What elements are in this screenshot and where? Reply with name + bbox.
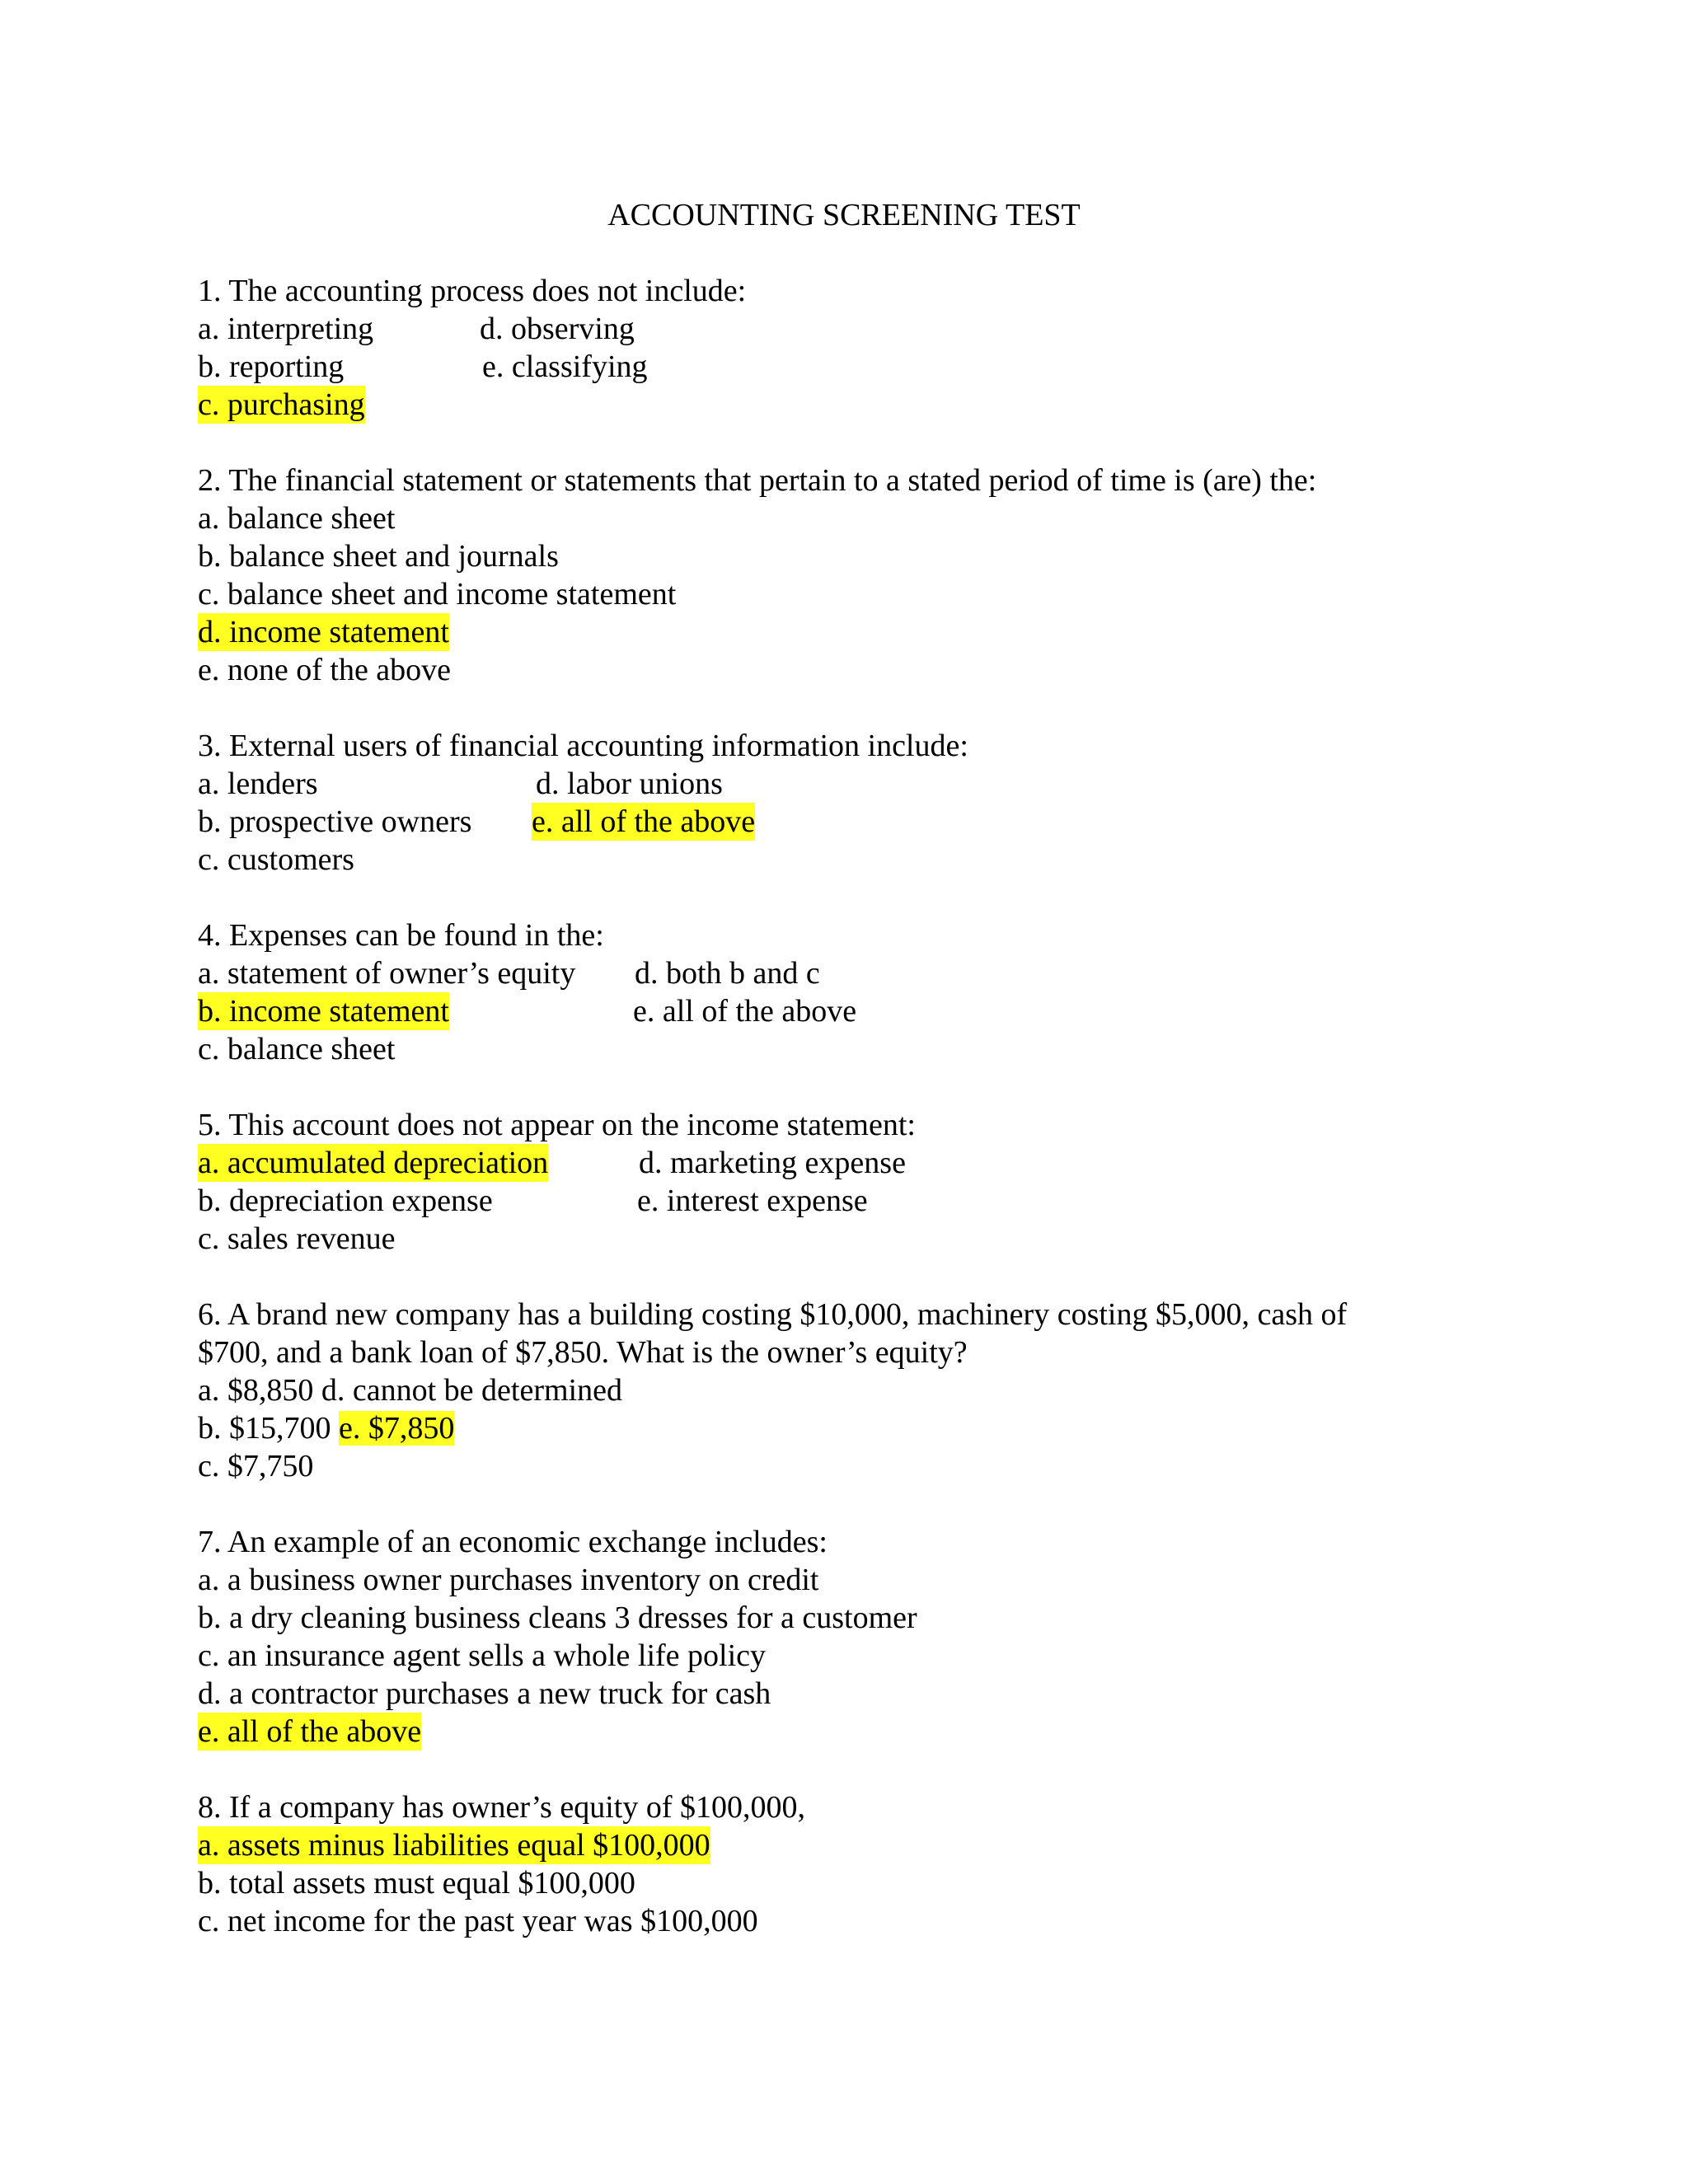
question-3-option-b: b. prospective owners [198,804,472,839]
question-8-prompt: 8. If a company has owner’s equity of $100,000, [198,1790,805,1825]
question-8-option-c: c. net income for the past year was $100,000 [198,1904,758,1938]
question-1-option-a: a. interpreting [198,312,374,346]
question-6-option-c: c. $7,750 [198,1449,314,1483]
question-4-option-a: a. statement of owner’s equity [198,956,576,991]
question-3-option-a: a. lenders [198,766,318,801]
page-title: ACCOUNTING SCREENING TEST [607,198,1081,232]
question-6-row-1 [198,1371,622,1409]
question-5-prompt: 5. This account does not appear on the income statement: [198,1108,916,1142]
question-3-option-d: d. labor unions [536,766,723,801]
question-8-option-a: a. assets minus liabilities equal $100,000 [198,1828,710,1863]
question-6-row-2 [198,1409,454,1447]
question-3-option-e: e. all of the above [532,804,756,839]
question-7-option-c: c. an insurance agent sells a whole life policy [198,1638,767,1673]
question-1-option-d: d. observing [480,312,635,346]
question-7-option-a: a. a business owner purchases inventory on credit [198,1563,819,1597]
question-7-option-b: b. a dry cleaning business cleans 3 dresses for a customer [198,1601,917,1635]
question-6-option-e: e. $7,850 [339,1411,455,1446]
question-7-option-e: e. all of the above [198,1714,422,1749]
question-6-option-d: d. cannot be determined [321,1373,622,1408]
question-1-option-e: e. classifying [482,349,648,384]
question-2-option-c: c. balance sheet and income statement [198,577,677,612]
question-2-option-a: a. balance sheet [198,501,396,536]
question-5-option-b: b. depreciation expense [198,1183,493,1218]
question-2-option-e: e. none of the above [198,653,452,687]
question-6-prompt-line-2: $700, and a bank loan of $7,850. What is the owner’s equity? [198,1335,968,1370]
question-1-option-b: b. reporting [198,349,345,384]
question-5-option-e: e. interest expense [637,1183,868,1218]
question-2-prompt: 2. The financial statement or statements that pertain to a stated period of time is (are) the: [198,463,1317,498]
question-5-option-c: c. sales revenue [198,1221,396,1256]
question-8-option-b: b. total assets must equal $100,000 [198,1866,635,1900]
question-1-prompt: 1. The accounting process does not include: [198,274,747,308]
question-4-prompt: 4. Expenses can be found in the: [198,918,604,953]
question-6-prompt-line-1: 6. A brand new company has a building costing $10,000, machinery costing $5,000, cash of [198,1297,1348,1332]
question-4-option-b: b. income statement [198,994,449,1029]
question-3-prompt: 3. External users of financial accounting information include: [198,729,968,763]
question-4-option-d: d. both b and c [635,956,820,991]
question-2-option-d: d. income statement [198,615,449,649]
question-6-option-b: b. $15,700 [198,1411,331,1446]
question-4-option-e: e. all of the above [633,994,857,1029]
question-5-option-d: d. marketing expense [639,1146,906,1180]
question-1-option-c: c. purchasing [198,387,365,422]
question-5-option-a: a. accumulated depreciation [198,1146,549,1180]
question-3-option-c: c. customers [198,842,354,877]
question-7-option-d: d. a contractor purchases a new truck for cash [198,1676,771,1711]
question-2-option-b: b. balance sheet and journals [198,539,559,574]
question-7-prompt: 7. An example of an economic exchange includes: [198,1525,828,1559]
question-4-option-c: c. balance sheet [198,1032,396,1066]
question-6-option-a: a. $8,850 [198,1373,314,1408]
